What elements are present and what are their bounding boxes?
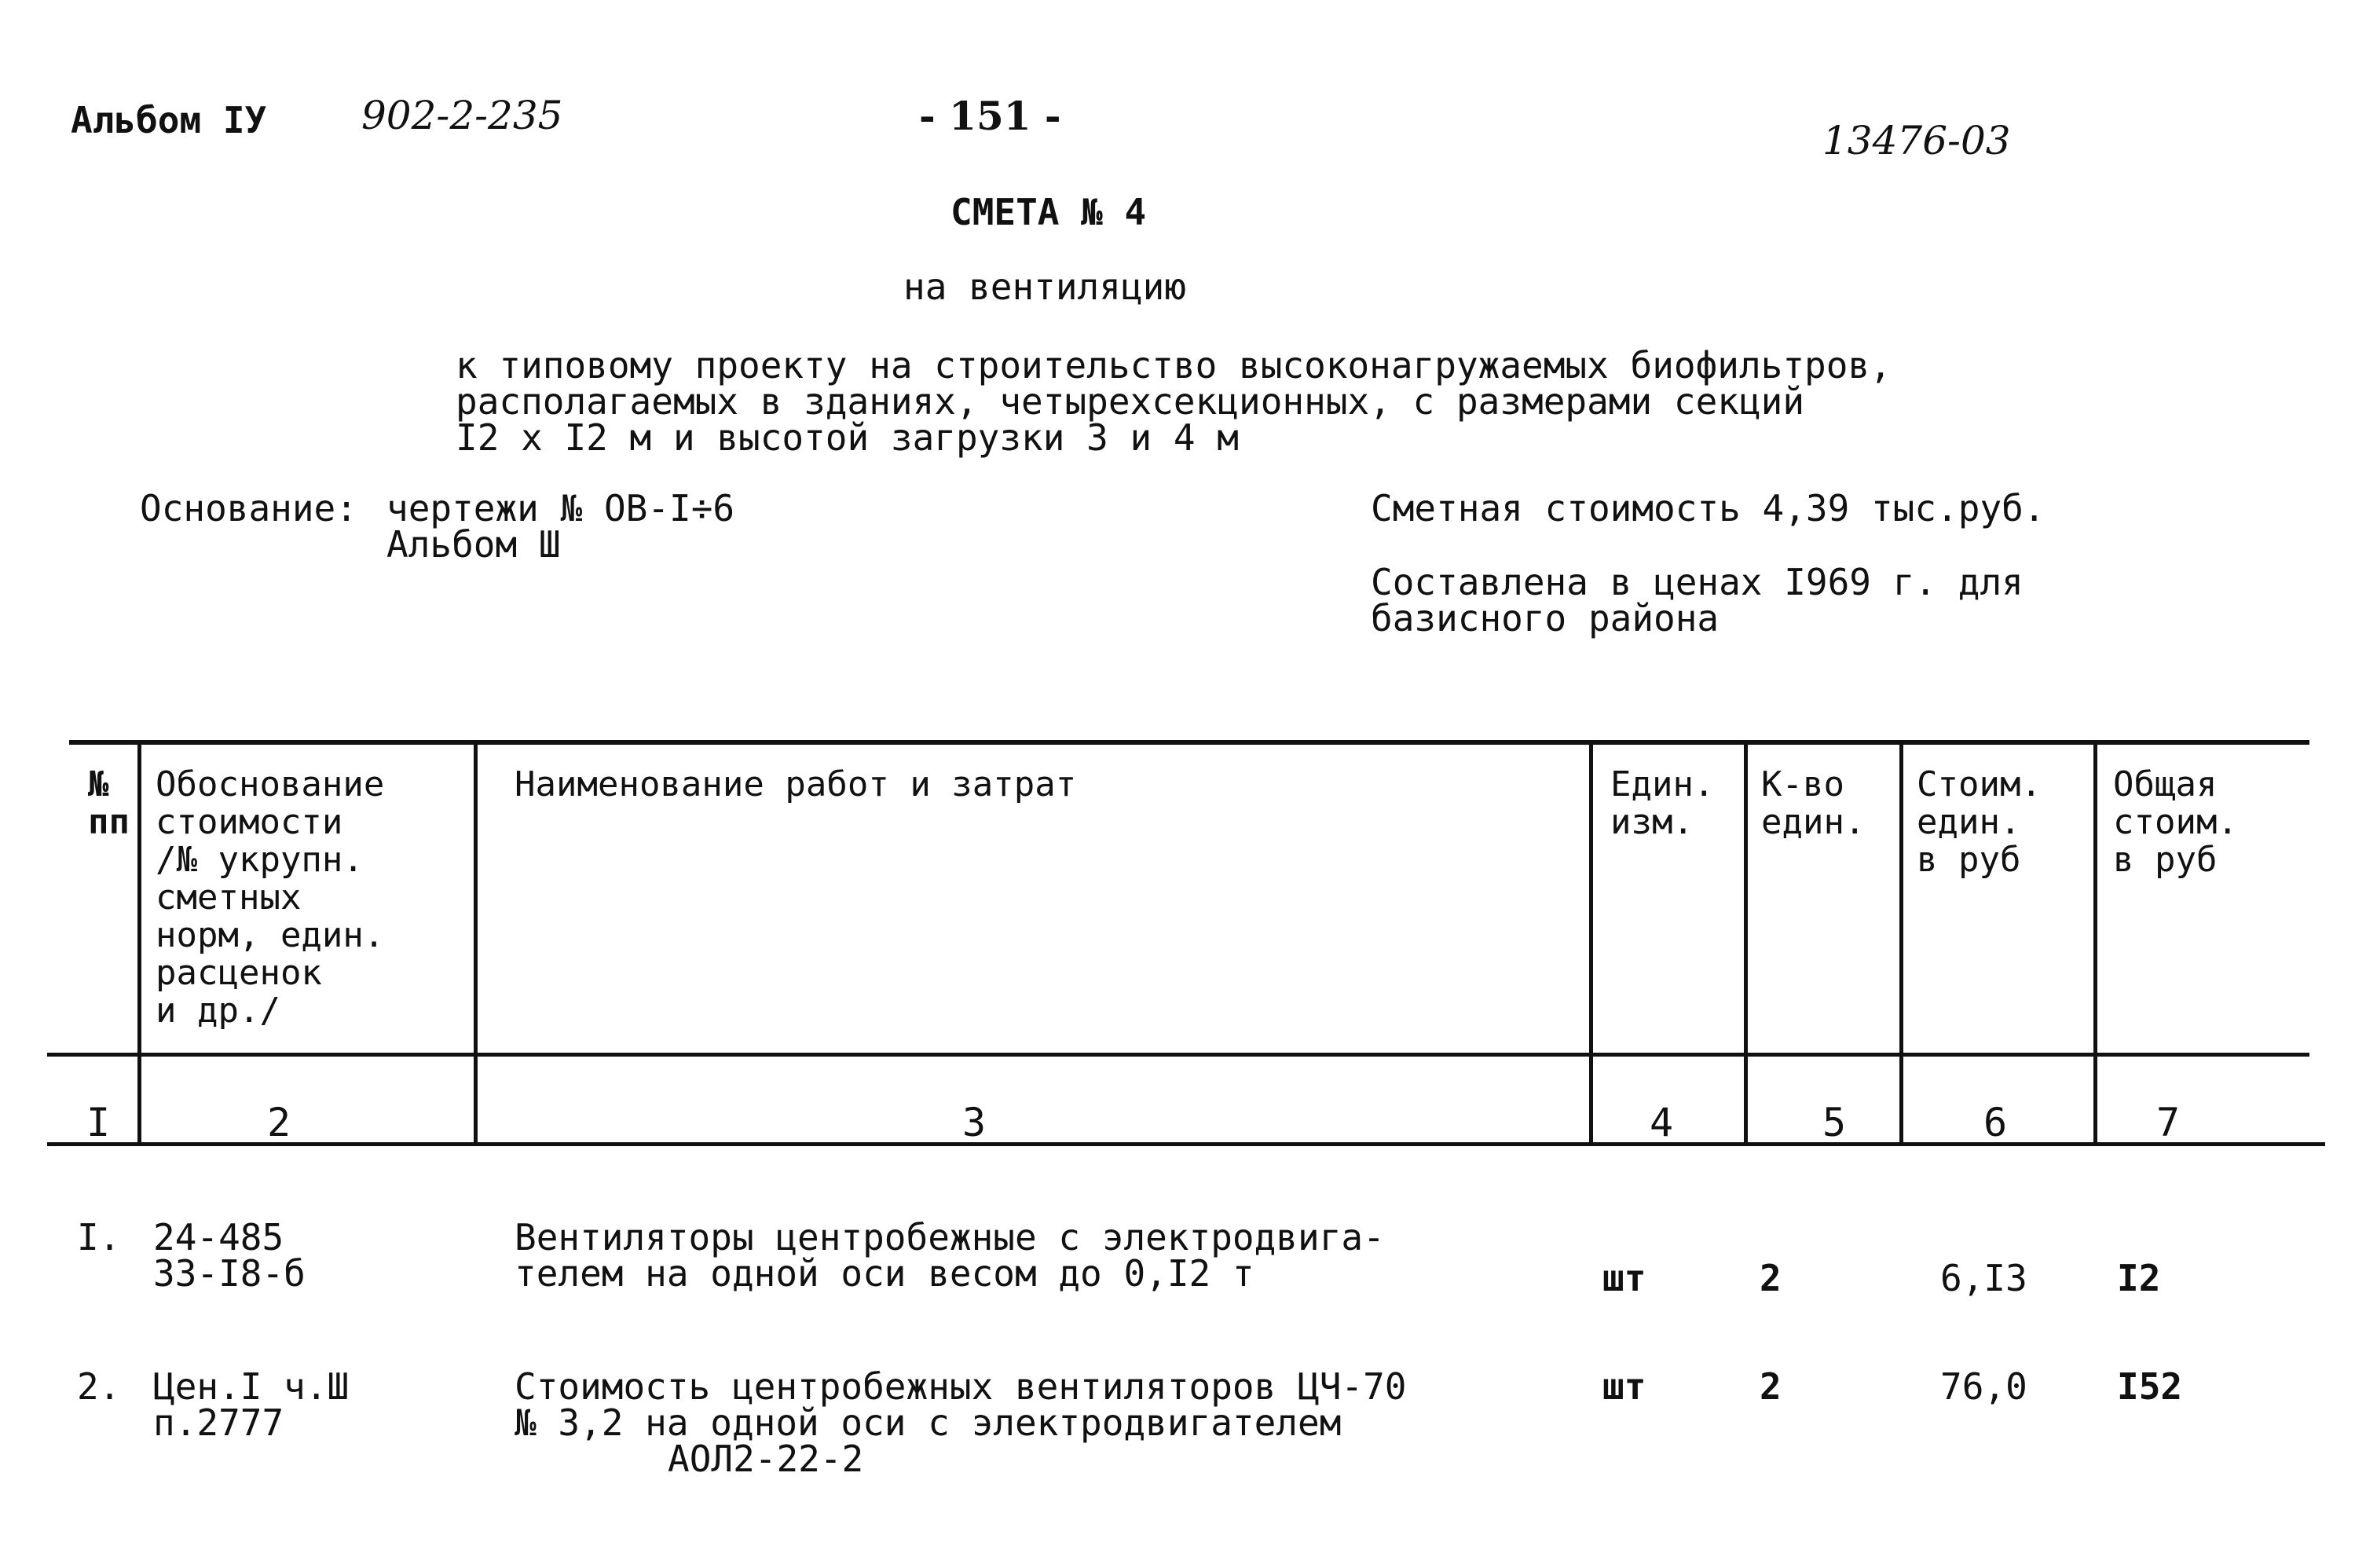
row-unit-cost: 6,I3	[1940, 1257, 2027, 1299]
header-work-name: Наименование работ и затрат	[515, 764, 1077, 804]
column-number: 5	[1822, 1100, 1847, 1145]
description-line-1: к типовому проекту на строительство высоконагружаемых биофильтров,	[456, 344, 1892, 387]
column-number: 2	[267, 1100, 291, 1145]
row-name-line: телем на одной оси весом до 0,I2 т	[515, 1252, 1254, 1295]
column-number: 7	[2156, 1100, 2181, 1145]
row-basis-line: п.2777	[153, 1401, 284, 1444]
description-line-2: располагаемых в зданиях, четырехсекционных, с размерами секций	[456, 380, 1805, 423]
table-top-rule	[69, 740, 2309, 745]
column-divider	[1899, 742, 1903, 1145]
row-number: I.	[77, 1216, 121, 1258]
row-basis-line: 24-485	[153, 1216, 284, 1258]
column-divider	[2093, 742, 2097, 1145]
project-code: 902-2-235	[361, 93, 563, 138]
row-unit: шт	[1602, 1257, 1646, 1299]
row-quantity: 2	[1760, 1257, 1782, 1299]
page-number: - 151 -	[919, 93, 1061, 139]
row-name-line: Стоимость центробежных вентиляторов ЦЧ-70	[515, 1365, 1407, 1408]
prices-line-2: базисного района	[1371, 597, 1720, 639]
row-quantity: 2	[1760, 1365, 1782, 1408]
row-total-cost: I52	[2117, 1365, 2183, 1408]
row-basis-line: 33-I8-б	[153, 1252, 306, 1295]
row-name-line: АОЛ2-22-2	[668, 1438, 864, 1480]
basis-drawings: чертежи № ОВ-I÷6	[386, 487, 735, 529]
column-divider	[137, 742, 141, 1145]
description-line-3: I2 х I2 м и высотой загрузки 3 и 4 м	[456, 416, 1239, 459]
header-basis: Обоснование стоимости /№ укрупн. сметных норм, един. расценок и др./	[156, 764, 385, 1031]
row-number: 2.	[77, 1365, 121, 1408]
row-name-line: № 3,2 на одной оси с электродвигателем	[515, 1401, 1342, 1444]
estimated-cost: Сметная стоимость 4,39 тыс.руб.	[1371, 487, 2046, 529]
header-unit-cost: Стоим. един. в руб	[1917, 764, 2042, 880]
column-divider	[1589, 742, 1593, 1145]
header-total-cost: Общая стоим. в руб	[2113, 764, 2238, 880]
column-divider	[1744, 742, 1748, 1145]
row-basis-line: Цен.I ч.Ш	[153, 1365, 350, 1408]
row-unit-cost: 76,0	[1940, 1365, 2027, 1408]
album-label: Альбом IУ	[71, 99, 267, 141]
column-number: I	[86, 1100, 111, 1145]
estimate-subject: на вентиляцию	[903, 266, 1187, 308]
row-unit: шт	[1602, 1365, 1646, 1408]
basis-label: Основание:	[140, 487, 357, 529]
column-number: 3	[962, 1100, 987, 1145]
row-name-line: Вентиляторы центробежные с электродвига-	[515, 1216, 1385, 1258]
column-divider	[474, 742, 478, 1145]
estimate-title: СМЕТА № 4	[950, 191, 1147, 233]
header-unit: Един. изм.	[1610, 764, 1715, 842]
column-number: 4	[1650, 1100, 1674, 1145]
header-quantity: К-во един.	[1761, 764, 1866, 842]
header-number: № пп	[88, 764, 130, 842]
basis-album: Альбом Ш	[386, 523, 561, 566]
header-bottom-rule	[47, 1053, 2309, 1057]
document-code: 13476-03	[1822, 118, 2011, 163]
prices-line-1: Составлена в ценах I969 г. для	[1371, 561, 2024, 603]
row-total-cost: I2	[2117, 1257, 2161, 1299]
column-number: 6	[1983, 1100, 2008, 1145]
